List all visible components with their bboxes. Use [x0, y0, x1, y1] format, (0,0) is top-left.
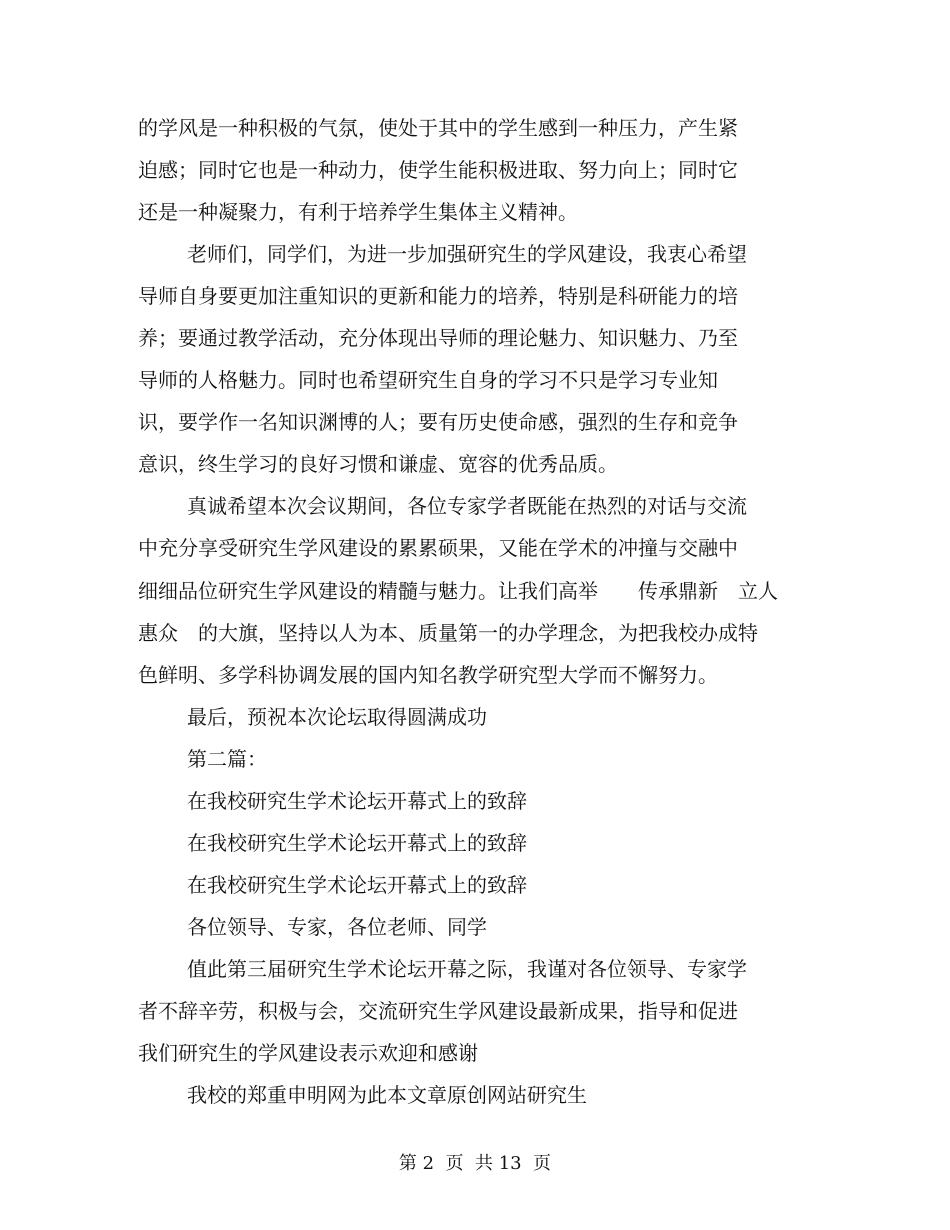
paragraph-first-line: 最后，预祝本次论坛取得圆满成功 — [187, 705, 487, 729]
speech-title: 在我校研究生学术论坛开幕式上的致辞 — [187, 831, 527, 855]
body-line: 细细品位研究生学风建设的精髓与魅力。让我们高举 传承鼎新 立人 — [138, 579, 778, 603]
body-line: 迫感；同时它也是一种动力，使学生能积极进取、努力向上；同时它 — [138, 158, 738, 182]
paragraph-first-line: 老师们，同学们，为进一步加强研究生的学风建设，我衷心希望 — [187, 242, 747, 266]
page-footer: 第 2 页 共 13 页 — [398, 1153, 552, 1174]
body-line: 识，要学作一名知识渊博的人；要有历史使命感，强烈的生存和竞争 — [138, 410, 738, 434]
speech-title: 在我校研究生学术论坛开幕式上的致辞 — [187, 873, 527, 897]
body-line: 色鲜明、多学科协调发展的国内知名教学研究型大学而不懈努力。 — [138, 663, 718, 687]
paragraph-first-line: 我校的郑重申明网为此本文章原创网站研究生 — [187, 1083, 587, 1107]
paragraph-first-line: 值此第三届研究生学术论坛开幕之际，我谨对各位领导、专家学 — [187, 957, 747, 981]
body-line: 导师自身要更加注重知识的更新和能力的培养，特别是科研能力的培 — [138, 284, 738, 308]
body-line: 导师的人格魅力。同时也希望研究生自身的学习不只是学习专业知 — [138, 368, 718, 392]
body-line: 我们研究生的学风建设表示欢迎和感谢 — [138, 1041, 478, 1065]
speech-title: 在我校研究生学术论坛开幕式上的致辞 — [187, 789, 527, 813]
body-line: 中充分享受研究生学风建设的累累硕果，又能在学术的冲撞与交融中 — [138, 536, 738, 560]
section-heading: 第二篇： — [187, 747, 267, 771]
body-line: 者不辞辛劳，积极与会，交流研究生学风建设最新成果，指导和促进 — [138, 999, 738, 1023]
body-line: 养；要通过教学活动，充分体现出导师的理论魅力、知识魅力、乃至 — [138, 326, 738, 350]
body-line: 的学风是一种积极的气氛，使处于其中的学生感到一种压力，产生紧 — [138, 116, 738, 140]
body-line: 还是一种凝聚力，有利于培养学生集体主义精神。 — [138, 200, 578, 224]
paragraph-first-line: 真诚希望本次会议期间，各位专家学者既能在热烈的对话与交流 — [187, 494, 747, 518]
salutation: 各位领导、专家，各位老师、同学 — [187, 915, 487, 939]
body-line: 惠众 的大旗，坚持以人为本、质量第一的办学理念，为把我校办成特 — [138, 621, 758, 645]
body-line: 意识，终生学习的良好习惯和谦虚、宽容的优秀品质。 — [138, 452, 618, 476]
